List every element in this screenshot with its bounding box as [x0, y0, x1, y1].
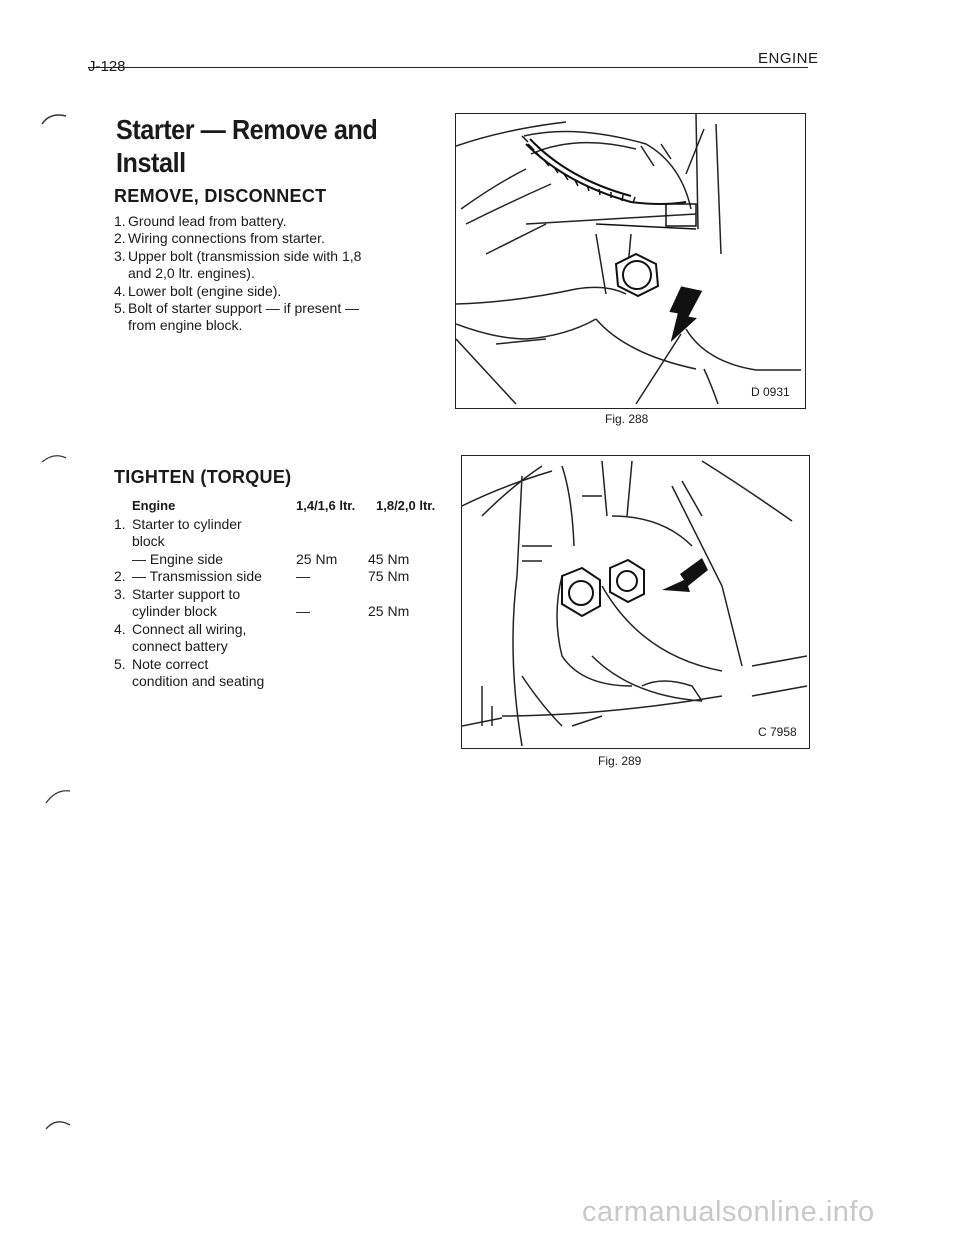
page-title-line1: Starter — Remove and: [116, 114, 378, 145]
header-rule: [88, 67, 808, 68]
page-title: [116, 113, 377, 179]
table-row: 4. Connect all wiring, connect battery: [114, 621, 247, 654]
table-row: 2. — Transmission side — 75 Nm: [114, 568, 410, 584]
list-item: 5. Bolt of starter support — if present —: [114, 300, 360, 317]
margin-mark: [40, 448, 80, 468]
list-item-continuation: from engine block.: [128, 317, 243, 334]
list-item: 2. Wiring connections from starter.: [114, 230, 325, 247]
starter-upper-bolt-illustration: [456, 114, 805, 408]
watermark: carmanualsonline.info: [582, 1196, 875, 1228]
list-item: 1. Ground lead from battery.: [114, 213, 287, 229]
list-item: 4. Lower bolt (engine side).: [114, 282, 282, 299]
tighten-heading: TIGHTEN (TORQUE): [114, 467, 292, 487]
list-item-continuation: and 2,0 ltr. engines).: [128, 265, 255, 282]
table-row: 5. Note correct condition and seating: [114, 656, 265, 689]
margin-mark: [44, 1115, 84, 1135]
table-row: 1. Starter to cylinder block — Engine side 25 Nm 45 Nm: [114, 516, 410, 567]
page-title-line2: Install: [116, 147, 186, 178]
col-small-engine: 1,4/1,6 ltr.: [296, 498, 356, 513]
remove-steps: [114, 213, 414, 335]
starter-lower-bolt-illustration: [462, 456, 809, 748]
margin-mark: [40, 110, 80, 130]
col-large-engine: 1,8/2,0 ltr.: [376, 498, 436, 513]
list-item: 3. Upper bolt (transmission side with 1,8: [114, 247, 362, 264]
figure-code: C 7958: [758, 725, 797, 739]
col-engine: Engine: [132, 498, 176, 513]
figure-code: D 0931: [751, 385, 790, 399]
figure-288: [455, 113, 806, 409]
torque-header-row: [114, 498, 454, 516]
page-number: J-128: [88, 58, 126, 75]
margin-mark: [44, 785, 84, 810]
figure-289: [461, 455, 810, 749]
section-title: ENGINE: [758, 50, 819, 67]
table-row: 3. Starter support to cylinder block — 25 Nm: [114, 586, 410, 619]
figure-caption: Fig. 289: [598, 754, 642, 768]
remove-heading: REMOVE, DISCONNECT: [114, 186, 327, 206]
torque-table: [114, 498, 454, 691]
figure-caption: Fig. 288: [605, 412, 649, 426]
